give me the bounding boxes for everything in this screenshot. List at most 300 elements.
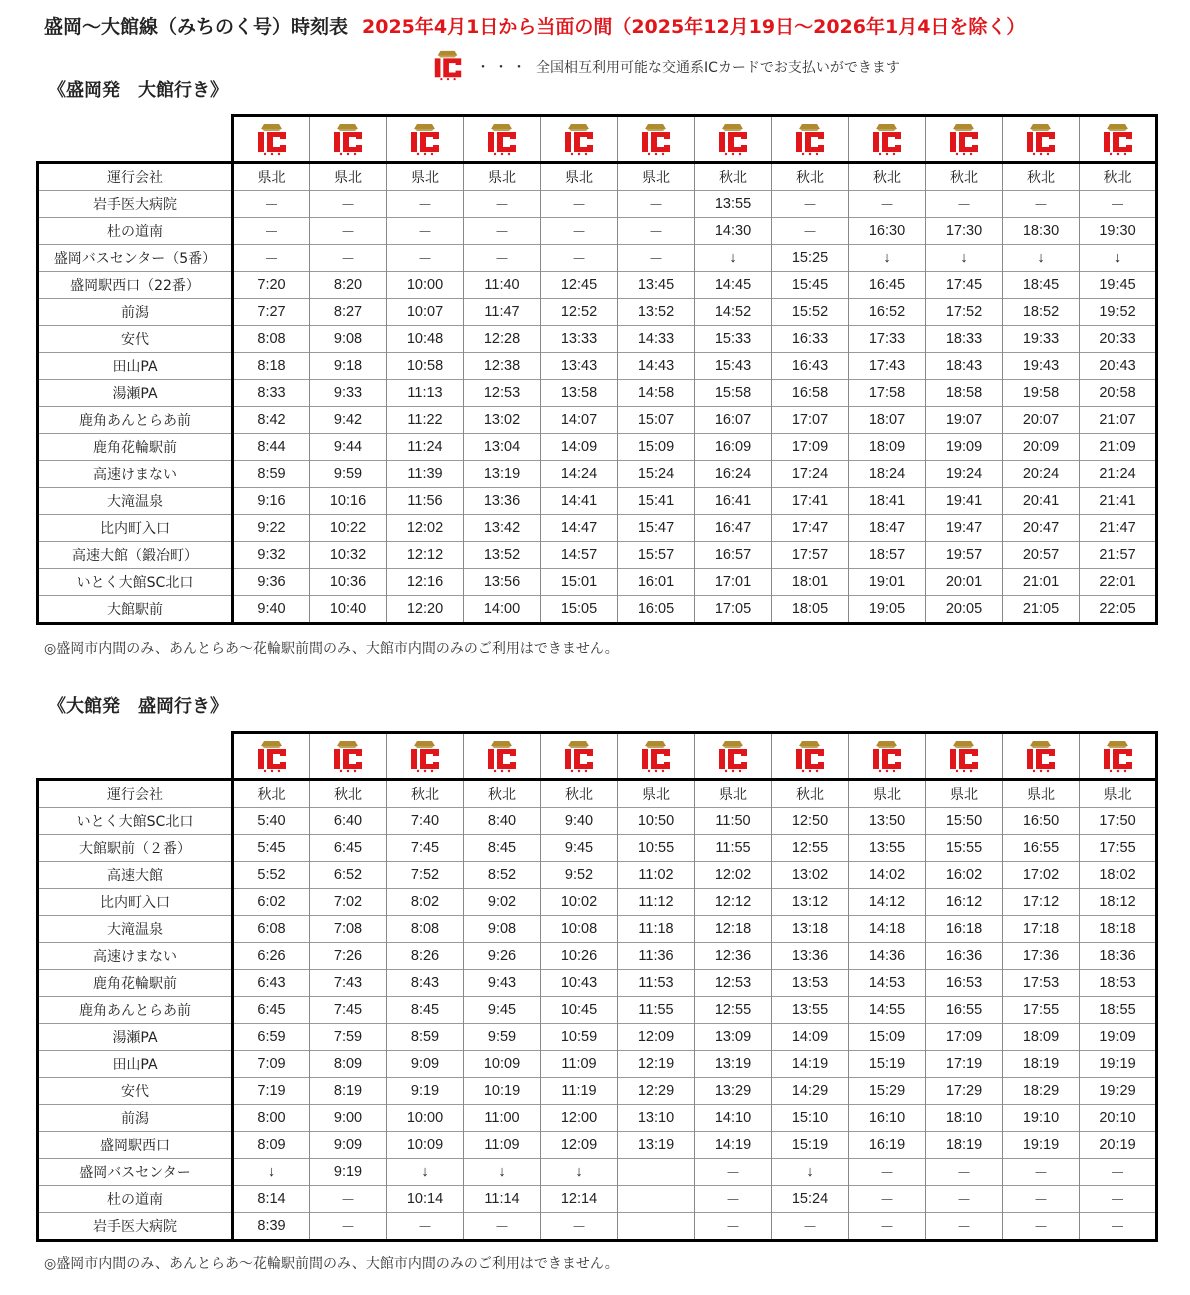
time-cell: 10:43 (541, 970, 618, 997)
time-cell: － (387, 218, 464, 245)
time-cell: 11:24 (387, 434, 464, 461)
time-cell: 16:05 (618, 596, 695, 624)
legend-dots: ・・・ (476, 60, 530, 76)
time-cell: 11:09 (541, 1051, 618, 1078)
table-row (38, 916, 1157, 943)
table-row (38, 218, 1157, 245)
time-cell: 11:02 (618, 862, 695, 889)
time-cell: 18:41 (849, 488, 926, 515)
time-cell: 8:44 (233, 434, 310, 461)
ic-card-icon (387, 121, 463, 157)
time-cell: 8:39 (233, 1213, 310, 1241)
section-heading-outbound: 《盛岡発 大館行き》 (48, 80, 228, 101)
time-cell: 16:52 (849, 299, 926, 326)
time-cell: 14:02 (849, 862, 926, 889)
time-cell: 9:18 (310, 353, 387, 380)
time-cell: 20:57 (1003, 542, 1080, 569)
time-cell: 14:24 (541, 461, 618, 488)
stop-name: 田山PA (38, 353, 233, 380)
time-cell: 5:40 (233, 808, 310, 835)
time-cell: 8:14 (233, 1186, 310, 1213)
stop-name: 前潟 (38, 1105, 233, 1132)
time-cell: 13:45 (618, 272, 695, 299)
time-cell: 9:32 (233, 542, 310, 569)
time-cell: 17:09 (926, 1024, 1003, 1051)
time-cell: 19:05 (849, 596, 926, 624)
time-cell: 8:08 (387, 916, 464, 943)
time-cell: 16:53 (926, 970, 1003, 997)
ic-card-icon (849, 121, 925, 157)
table-row (38, 272, 1157, 299)
time-cell: 20:43 (1080, 353, 1157, 380)
time-cell: 9:19 (310, 1159, 387, 1186)
pass-arrow: ↓ (849, 245, 926, 272)
time-cell: － (926, 1159, 1003, 1186)
stop-name: 大館駅前 (38, 596, 233, 624)
time-cell: 11:56 (387, 488, 464, 515)
time-cell: 18:09 (849, 434, 926, 461)
note-inbound: ◎盛岡市内間のみ、あんとらあ～花輪駅前間のみ、大館市内間のみのご利用はできません。 (44, 1256, 619, 1272)
time-cell: 18:29 (1003, 1078, 1080, 1105)
time-cell: 6:40 (310, 808, 387, 835)
ic-card-icon (1003, 738, 1079, 774)
ic-card-icon (310, 738, 386, 774)
time-cell: 18:18 (1080, 916, 1157, 943)
time-cell: 16:12 (926, 889, 1003, 916)
time-cell: 9:52 (541, 862, 618, 889)
time-cell: 13:36 (464, 488, 541, 515)
time-cell: 11:14 (464, 1186, 541, 1213)
time-cell: － (618, 245, 695, 272)
time-cell: 17:19 (926, 1051, 1003, 1078)
ic-cell (849, 733, 926, 780)
time-cell: 15:55 (926, 835, 1003, 862)
time-cell: 12:38 (464, 353, 541, 380)
ic-card-icon (1080, 738, 1155, 774)
time-cell: 13:55 (695, 191, 772, 218)
time-cell: 14:19 (695, 1132, 772, 1159)
time-cell: 17:57 (772, 542, 849, 569)
time-cell: － (1003, 1213, 1080, 1241)
time-cell: 11:13 (387, 380, 464, 407)
time-cell: 8:08 (233, 326, 310, 353)
time-cell: 18:09 (1003, 1024, 1080, 1051)
time-cell: 6:08 (233, 916, 310, 943)
time-cell: 5:52 (233, 862, 310, 889)
time-cell: 16:10 (849, 1105, 926, 1132)
time-cell: － (310, 218, 387, 245)
time-cell: 11:19 (541, 1078, 618, 1105)
stop-name: 安代 (38, 326, 233, 353)
time-cell: － (387, 191, 464, 218)
time-cell: 21:41 (1080, 488, 1157, 515)
time-cell: 12:09 (541, 1132, 618, 1159)
pass-arrow: ↓ (387, 1159, 464, 1186)
stop-name: 高速けまない (38, 943, 233, 970)
time-cell: 18:12 (1080, 889, 1157, 916)
time-cell: 16:18 (926, 916, 1003, 943)
time-cell: 19:58 (1003, 380, 1080, 407)
time-cell: 7:52 (387, 862, 464, 889)
pass-arrow: ↓ (772, 1159, 849, 1186)
time-cell: 16:30 (849, 218, 926, 245)
time-cell: 15:19 (849, 1051, 926, 1078)
time-cell: － (926, 1186, 1003, 1213)
time-cell: 18:58 (926, 380, 1003, 407)
stop-name: 湯瀬PA (38, 380, 233, 407)
ic-card-icon (618, 738, 694, 774)
time-cell: 18:33 (926, 326, 1003, 353)
time-cell: 11:40 (464, 272, 541, 299)
time-cell: 13:02 (464, 407, 541, 434)
time-cell: － (849, 1159, 926, 1186)
time-cell: 20:19 (1080, 1132, 1157, 1159)
time-cell: 9:36 (233, 569, 310, 596)
stop-name: 大滝温泉 (38, 488, 233, 515)
stop-name: 高速大館（鍛冶町） (38, 542, 233, 569)
time-cell: 20:47 (1003, 515, 1080, 542)
time-cell: 17:01 (695, 569, 772, 596)
time-cell: 9:19 (387, 1078, 464, 1105)
stop-name: 比内町入口 (38, 515, 233, 542)
time-cell: 9:45 (541, 835, 618, 862)
operator-cell: 県北 (849, 780, 926, 808)
time-cell: 6:43 (233, 970, 310, 997)
note-outbound: ◎盛岡市内間のみ、あんとらあ～花輪駅前間のみ、大館市内間のみのご利用はできません。 (44, 641, 619, 657)
operator-cell: 県北 (310, 163, 387, 191)
time-cell: 11:39 (387, 461, 464, 488)
time-cell: 15:29 (849, 1078, 926, 1105)
time-cell: 16:07 (695, 407, 772, 434)
time-cell: 10:07 (387, 299, 464, 326)
ic-card-icon (772, 738, 848, 774)
stop-name: 岩手医大病院 (38, 1213, 233, 1241)
time-cell: 7:45 (310, 997, 387, 1024)
timetable-inbound (36, 731, 1158, 1242)
operator-cell: 県北 (1003, 780, 1080, 808)
time-cell: 14:33 (618, 326, 695, 353)
time-cell: 9:08 (464, 916, 541, 943)
time-cell: 14:07 (541, 407, 618, 434)
time-cell: 7:09 (233, 1051, 310, 1078)
time-cell: 14:53 (849, 970, 926, 997)
time-cell: 19:30 (1080, 218, 1157, 245)
time-cell: 18:02 (1080, 862, 1157, 889)
ic-cell (1003, 733, 1080, 780)
time-cell: － (387, 245, 464, 272)
table-row (38, 943, 1157, 970)
time-cell: 7:02 (310, 889, 387, 916)
time-cell: 13:33 (541, 326, 618, 353)
time-cell: － (1080, 1159, 1157, 1186)
time-cell: 11:50 (695, 808, 772, 835)
time-cell: 18:19 (1003, 1051, 1080, 1078)
time-cell: 10:19 (464, 1078, 541, 1105)
time-cell: 15:19 (772, 1132, 849, 1159)
time-cell: 17:43 (849, 353, 926, 380)
time-cell: 22:01 (1080, 569, 1157, 596)
pass-arrow: ↓ (541, 1159, 618, 1186)
time-cell: 16:33 (772, 326, 849, 353)
stop-name: 湯瀬PA (38, 1024, 233, 1051)
time-cell: 10:00 (387, 1105, 464, 1132)
ic-cell (772, 116, 849, 163)
time-cell: 19:47 (926, 515, 1003, 542)
time-cell: 15:09 (849, 1024, 926, 1051)
time-cell: 19:52 (1080, 299, 1157, 326)
time-cell: 15:10 (772, 1105, 849, 1132)
operator-cell: 秋北 (926, 163, 1003, 191)
time-cell: － (464, 218, 541, 245)
time-cell: 19:01 (849, 569, 926, 596)
operator-cell: 秋北 (310, 780, 387, 808)
time-cell: 6:52 (310, 862, 387, 889)
time-cell: 18:01 (772, 569, 849, 596)
time-cell: 17:07 (772, 407, 849, 434)
time-cell: 13:09 (695, 1024, 772, 1051)
table-row (38, 1078, 1157, 1105)
time-cell: 12:19 (618, 1051, 695, 1078)
corner-cell (38, 116, 233, 163)
pass-arrow: ↓ (233, 1159, 310, 1186)
time-cell: 14:19 (772, 1051, 849, 1078)
time-cell: － (541, 218, 618, 245)
time-cell: 10:50 (618, 808, 695, 835)
stop-name: 安代 (38, 1078, 233, 1105)
time-cell: 12:55 (695, 997, 772, 1024)
time-cell: 20:24 (1003, 461, 1080, 488)
time-cell: 13:36 (772, 943, 849, 970)
operator-cell: 秋北 (464, 780, 541, 808)
stop-name: 盛岡駅西口 (38, 1132, 233, 1159)
time-cell: 21:24 (1080, 461, 1157, 488)
time-cell: 9:45 (464, 997, 541, 1024)
time-cell: － (926, 1213, 1003, 1241)
time-cell: 12:00 (541, 1105, 618, 1132)
time-cell: 21:07 (1080, 407, 1157, 434)
time-cell: － (1080, 1213, 1157, 1241)
ic-cell (926, 116, 1003, 163)
time-cell: 13:12 (772, 889, 849, 916)
ic-cell (1003, 116, 1080, 163)
time-cell: 17:41 (772, 488, 849, 515)
time-cell: 10:45 (541, 997, 618, 1024)
time-cell: 15:01 (541, 569, 618, 596)
time-cell: 11:09 (464, 1132, 541, 1159)
operator-cell: 県北 (926, 780, 1003, 808)
time-cell: 9:08 (310, 326, 387, 353)
ic-card-icon (234, 738, 309, 774)
time-cell: 21:47 (1080, 515, 1157, 542)
time-cell: 7:19 (233, 1078, 310, 1105)
table-row (38, 1132, 1157, 1159)
pass-arrow: ↓ (464, 1159, 541, 1186)
table-row (38, 862, 1157, 889)
time-cell: 21:05 (1003, 596, 1080, 624)
time-cell: 13:43 (541, 353, 618, 380)
time-cell: 8:40 (464, 808, 541, 835)
time-cell: 6:26 (233, 943, 310, 970)
time-cell: 19:43 (1003, 353, 1080, 380)
time-cell: 16:36 (926, 943, 1003, 970)
time-cell: 9:42 (310, 407, 387, 434)
time-cell: － (464, 191, 541, 218)
time-cell: 15:43 (695, 353, 772, 380)
ic-cell (387, 733, 464, 780)
time-cell: 10:08 (541, 916, 618, 943)
time-cell: 16:58 (772, 380, 849, 407)
time-cell: 11:55 (695, 835, 772, 862)
time-cell: － (849, 191, 926, 218)
ic-card-icon (695, 738, 771, 774)
section-heading-inbound: 《大館発 盛岡行き》 (48, 696, 228, 717)
time-cell: 12:36 (695, 943, 772, 970)
time-cell: 18:52 (1003, 299, 1080, 326)
time-cell: 12:12 (695, 889, 772, 916)
time-cell: 10:48 (387, 326, 464, 353)
time-cell: 10:36 (310, 569, 387, 596)
time-cell: 8:26 (387, 943, 464, 970)
stop-name: 鹿角花輪駅前 (38, 970, 233, 997)
time-cell: 17:09 (772, 434, 849, 461)
time-cell: 13:19 (618, 1132, 695, 1159)
ic-cell (618, 116, 695, 163)
table-row (38, 353, 1157, 380)
stop-name: 岩手医大病院 (38, 191, 233, 218)
time-cell: 18:10 (926, 1105, 1003, 1132)
time-cell: 12:02 (387, 515, 464, 542)
time-cell: － (387, 1213, 464, 1241)
ic-card-icon (234, 121, 309, 157)
time-cell: 8:45 (464, 835, 541, 862)
ic-cell (233, 733, 310, 780)
ic-cell (310, 733, 387, 780)
legend-text: 全国相互利用可能な交通系ICカードでお支払いができます (536, 60, 900, 76)
time-cell: 8:59 (387, 1024, 464, 1051)
time-cell: 19:09 (926, 434, 1003, 461)
time-cell: 17:12 (1003, 889, 1080, 916)
time-cell: 12:20 (387, 596, 464, 624)
time-cell: 18:43 (926, 353, 1003, 380)
ic-card-icon (772, 121, 848, 157)
time-cell: 14:52 (695, 299, 772, 326)
time-cell: － (310, 1186, 387, 1213)
time-cell: 22:05 (1080, 596, 1157, 624)
ic-card-icon (310, 121, 386, 157)
time-cell (618, 1213, 695, 1241)
time-cell: 19:29 (1080, 1078, 1157, 1105)
time-cell: 12:14 (541, 1186, 618, 1213)
time-cell: 19:10 (1003, 1105, 1080, 1132)
time-cell: 14:45 (695, 272, 772, 299)
time-cell: － (1003, 1186, 1080, 1213)
time-cell: － (849, 1213, 926, 1241)
operator-row (38, 780, 1157, 808)
time-cell: 9:40 (541, 808, 618, 835)
time-cell: 15:05 (541, 596, 618, 624)
time-cell: 8:45 (387, 997, 464, 1024)
time-cell: 13:42 (464, 515, 541, 542)
time-cell: 17:05 (695, 596, 772, 624)
time-cell: 14:43 (618, 353, 695, 380)
time-cell: 10:14 (387, 1186, 464, 1213)
time-cell: 21:09 (1080, 434, 1157, 461)
time-cell: 17:24 (772, 461, 849, 488)
operator-cell: 県北 (1080, 780, 1157, 808)
time-cell: 13:58 (541, 380, 618, 407)
time-cell: 20:01 (926, 569, 1003, 596)
time-cell: 19:19 (1003, 1132, 1080, 1159)
ic-cell (464, 733, 541, 780)
table-row (38, 1186, 1157, 1213)
time-cell: 7:26 (310, 943, 387, 970)
time-cell: 17:29 (926, 1078, 1003, 1105)
time-cell: 17:58 (849, 380, 926, 407)
time-cell: 10:58 (387, 353, 464, 380)
time-cell: － (541, 1213, 618, 1241)
time-cell: 6:45 (233, 997, 310, 1024)
time-cell: 17:47 (772, 515, 849, 542)
ic-cell (1080, 733, 1157, 780)
time-cell: 8:52 (464, 862, 541, 889)
time-cell: 12:12 (387, 542, 464, 569)
time-cell: 16:47 (695, 515, 772, 542)
time-cell: 15:09 (618, 434, 695, 461)
time-cell (618, 1159, 695, 1186)
time-cell: 8:02 (387, 889, 464, 916)
time-cell: 10:59 (541, 1024, 618, 1051)
table-row (38, 488, 1157, 515)
stop-name: いとく大館SC北口 (38, 569, 233, 596)
time-cell: 14:47 (541, 515, 618, 542)
page-title (44, 12, 1025, 39)
table-row (38, 299, 1157, 326)
time-cell: 17:55 (1003, 997, 1080, 1024)
time-cell: 18:36 (1080, 943, 1157, 970)
operator-cell: 秋北 (695, 163, 772, 191)
ic-cell (772, 733, 849, 780)
ic-cell (541, 116, 618, 163)
stop-name: 比内町入口 (38, 889, 233, 916)
table-row (38, 542, 1157, 569)
time-cell: 19:45 (1080, 272, 1157, 299)
time-cell: 11:18 (618, 916, 695, 943)
time-cell: 20:05 (926, 596, 1003, 624)
time-cell: 9:16 (233, 488, 310, 515)
time-cell: 8:27 (310, 299, 387, 326)
operator-label: 運行会社 (38, 780, 233, 808)
time-cell: 20:10 (1080, 1105, 1157, 1132)
ic-cell (695, 116, 772, 163)
time-cell: 14:36 (849, 943, 926, 970)
time-cell: 13:29 (695, 1078, 772, 1105)
time-cell: 13:53 (772, 970, 849, 997)
time-cell: － (618, 191, 695, 218)
time-cell: 8:20 (310, 272, 387, 299)
time-cell: 9:09 (387, 1051, 464, 1078)
operator-cell: 秋北 (1080, 163, 1157, 191)
time-cell: 9:33 (310, 380, 387, 407)
time-cell: 10:40 (310, 596, 387, 624)
stop-name: 盛岡バスセンター（5番） (38, 245, 233, 272)
table-row (38, 970, 1157, 997)
time-cell: － (233, 191, 310, 218)
time-cell: 14:09 (541, 434, 618, 461)
time-cell: 8:19 (310, 1078, 387, 1105)
table-row (38, 569, 1157, 596)
operator-cell: 秋北 (772, 163, 849, 191)
ic-cell (233, 116, 310, 163)
